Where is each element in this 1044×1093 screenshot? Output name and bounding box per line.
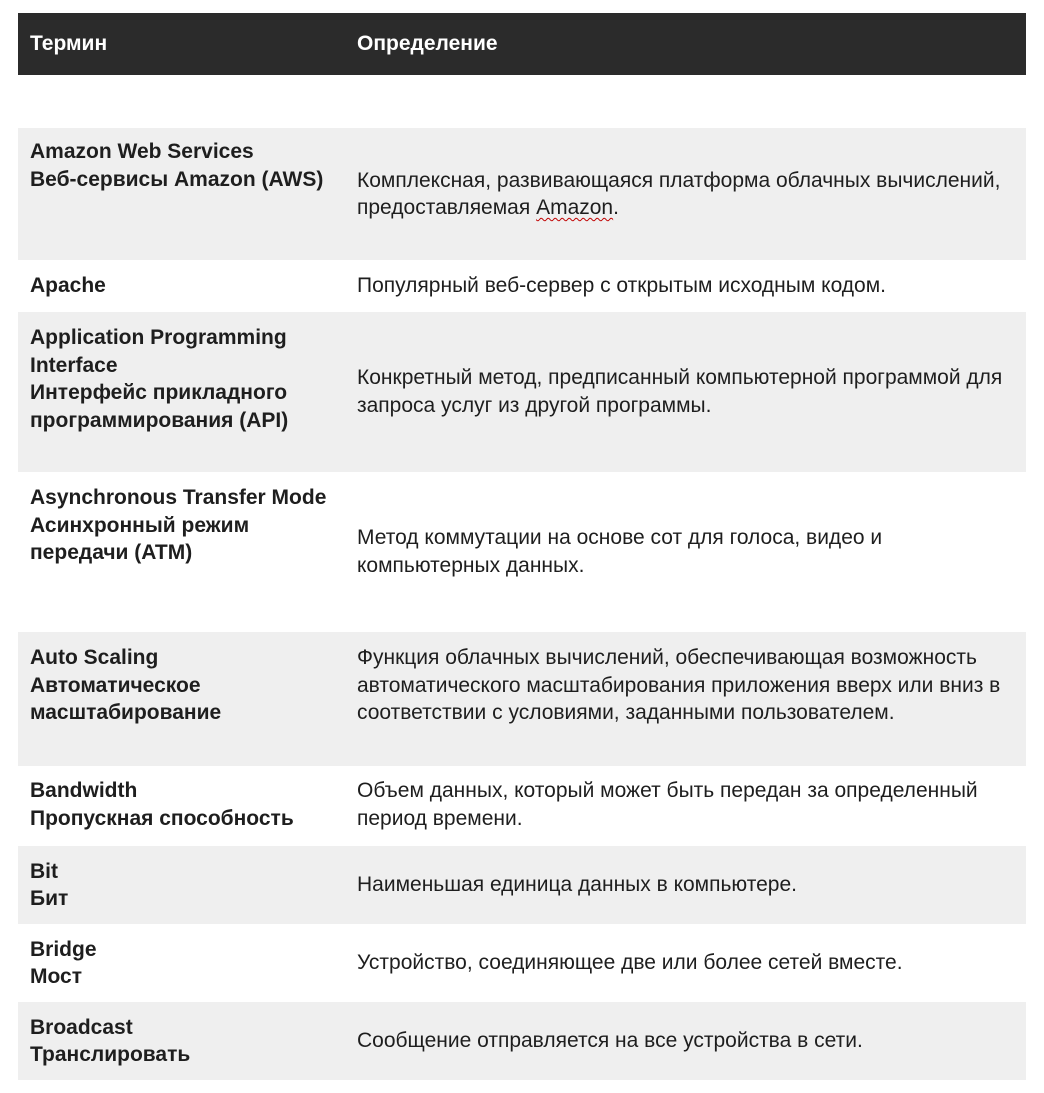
term-cell — [30, 1002, 345, 1080]
table-header — [18, 13, 1026, 75]
term-cell — [30, 260, 345, 312]
definition-cell: Популярный веб-сервер с открытым исходным кодом. — [357, 274, 886, 298]
term-en: Apache — [30, 274, 106, 298]
table-row — [18, 1002, 1026, 1080]
term-en: Auto Scaling — [30, 646, 159, 669]
term-cell — [30, 644, 345, 734]
term-cell — [30, 138, 345, 250]
term-en: Broadcast — [30, 1015, 133, 1039]
table-row — [18, 632, 1026, 766]
table-row — [18, 260, 1026, 312]
term-en: Application Programming Interface — [30, 326, 287, 377]
term-ru: Транслировать — [30, 1043, 191, 1066]
term-ru: Автоматическое масштабирование — [30, 673, 222, 724]
term-ru: Бит — [30, 887, 69, 910]
table-row — [18, 766, 1026, 846]
definition-cell: Функция облачных вычислений, обеспечивающая возможность автоматического масштабирования приложения вверх или вниз в соответствии с условиями, заданными пользователем. — [357, 646, 1001, 724]
definition-cell: Сообщение отправляется на все устройства в сети. — [357, 1029, 863, 1053]
term-en: Bit — [30, 859, 58, 883]
term-cell — [30, 484, 345, 604]
definition-cell: Конкретный метод, предписанный компьютерной программой для запроса услуг из другой программы. — [357, 366, 1003, 417]
term-ru: Пропускная способность — [30, 806, 294, 830]
term-cell — [30, 846, 345, 924]
term-cell — [30, 777, 345, 833]
term-ru: Асинхронный режим передачи (ATM) — [30, 513, 250, 564]
table-row — [18, 924, 1026, 1002]
table-row — [18, 472, 1026, 632]
header-definition: Определение — [357, 32, 498, 55]
table-row — [18, 312, 1026, 472]
spellcheck-flag: Amazon — [536, 196, 614, 219]
term-en: Asynchronous Transfer Mode — [30, 486, 327, 509]
definition-cell: Наименьшая единица данных в компьютере. — [357, 873, 797, 897]
definition-cell: Метод коммутации на основе сот для голоса, видео и компьютерных данных. — [357, 526, 883, 577]
table-row — [18, 846, 1026, 924]
definition-cell: Комплексная, развивающаяся платформа облачных вычислений, предоставляемая Amazon. — [357, 168, 1001, 219]
term-en: Bridge — [30, 937, 97, 961]
term-cell — [30, 924, 345, 1002]
term-en: Amazon Web Services — [30, 140, 254, 163]
definition-cell: Объем данных, который может быть передан за определенный период времени. — [357, 779, 978, 830]
term-ru: Мост — [30, 965, 83, 988]
definition-cell: Устройство, соединяющее две или более сетей вместе. — [357, 951, 903, 975]
term-ru: Веб-сервисы Amazon (AWS) — [30, 167, 324, 191]
term-en: Bandwidth — [30, 779, 138, 802]
term-ru: Интерфейс прикладного программирования (API) — [30, 381, 289, 432]
term-cell — [30, 324, 345, 444]
table-row — [18, 128, 1026, 260]
header-term: Термин — [30, 32, 108, 55]
